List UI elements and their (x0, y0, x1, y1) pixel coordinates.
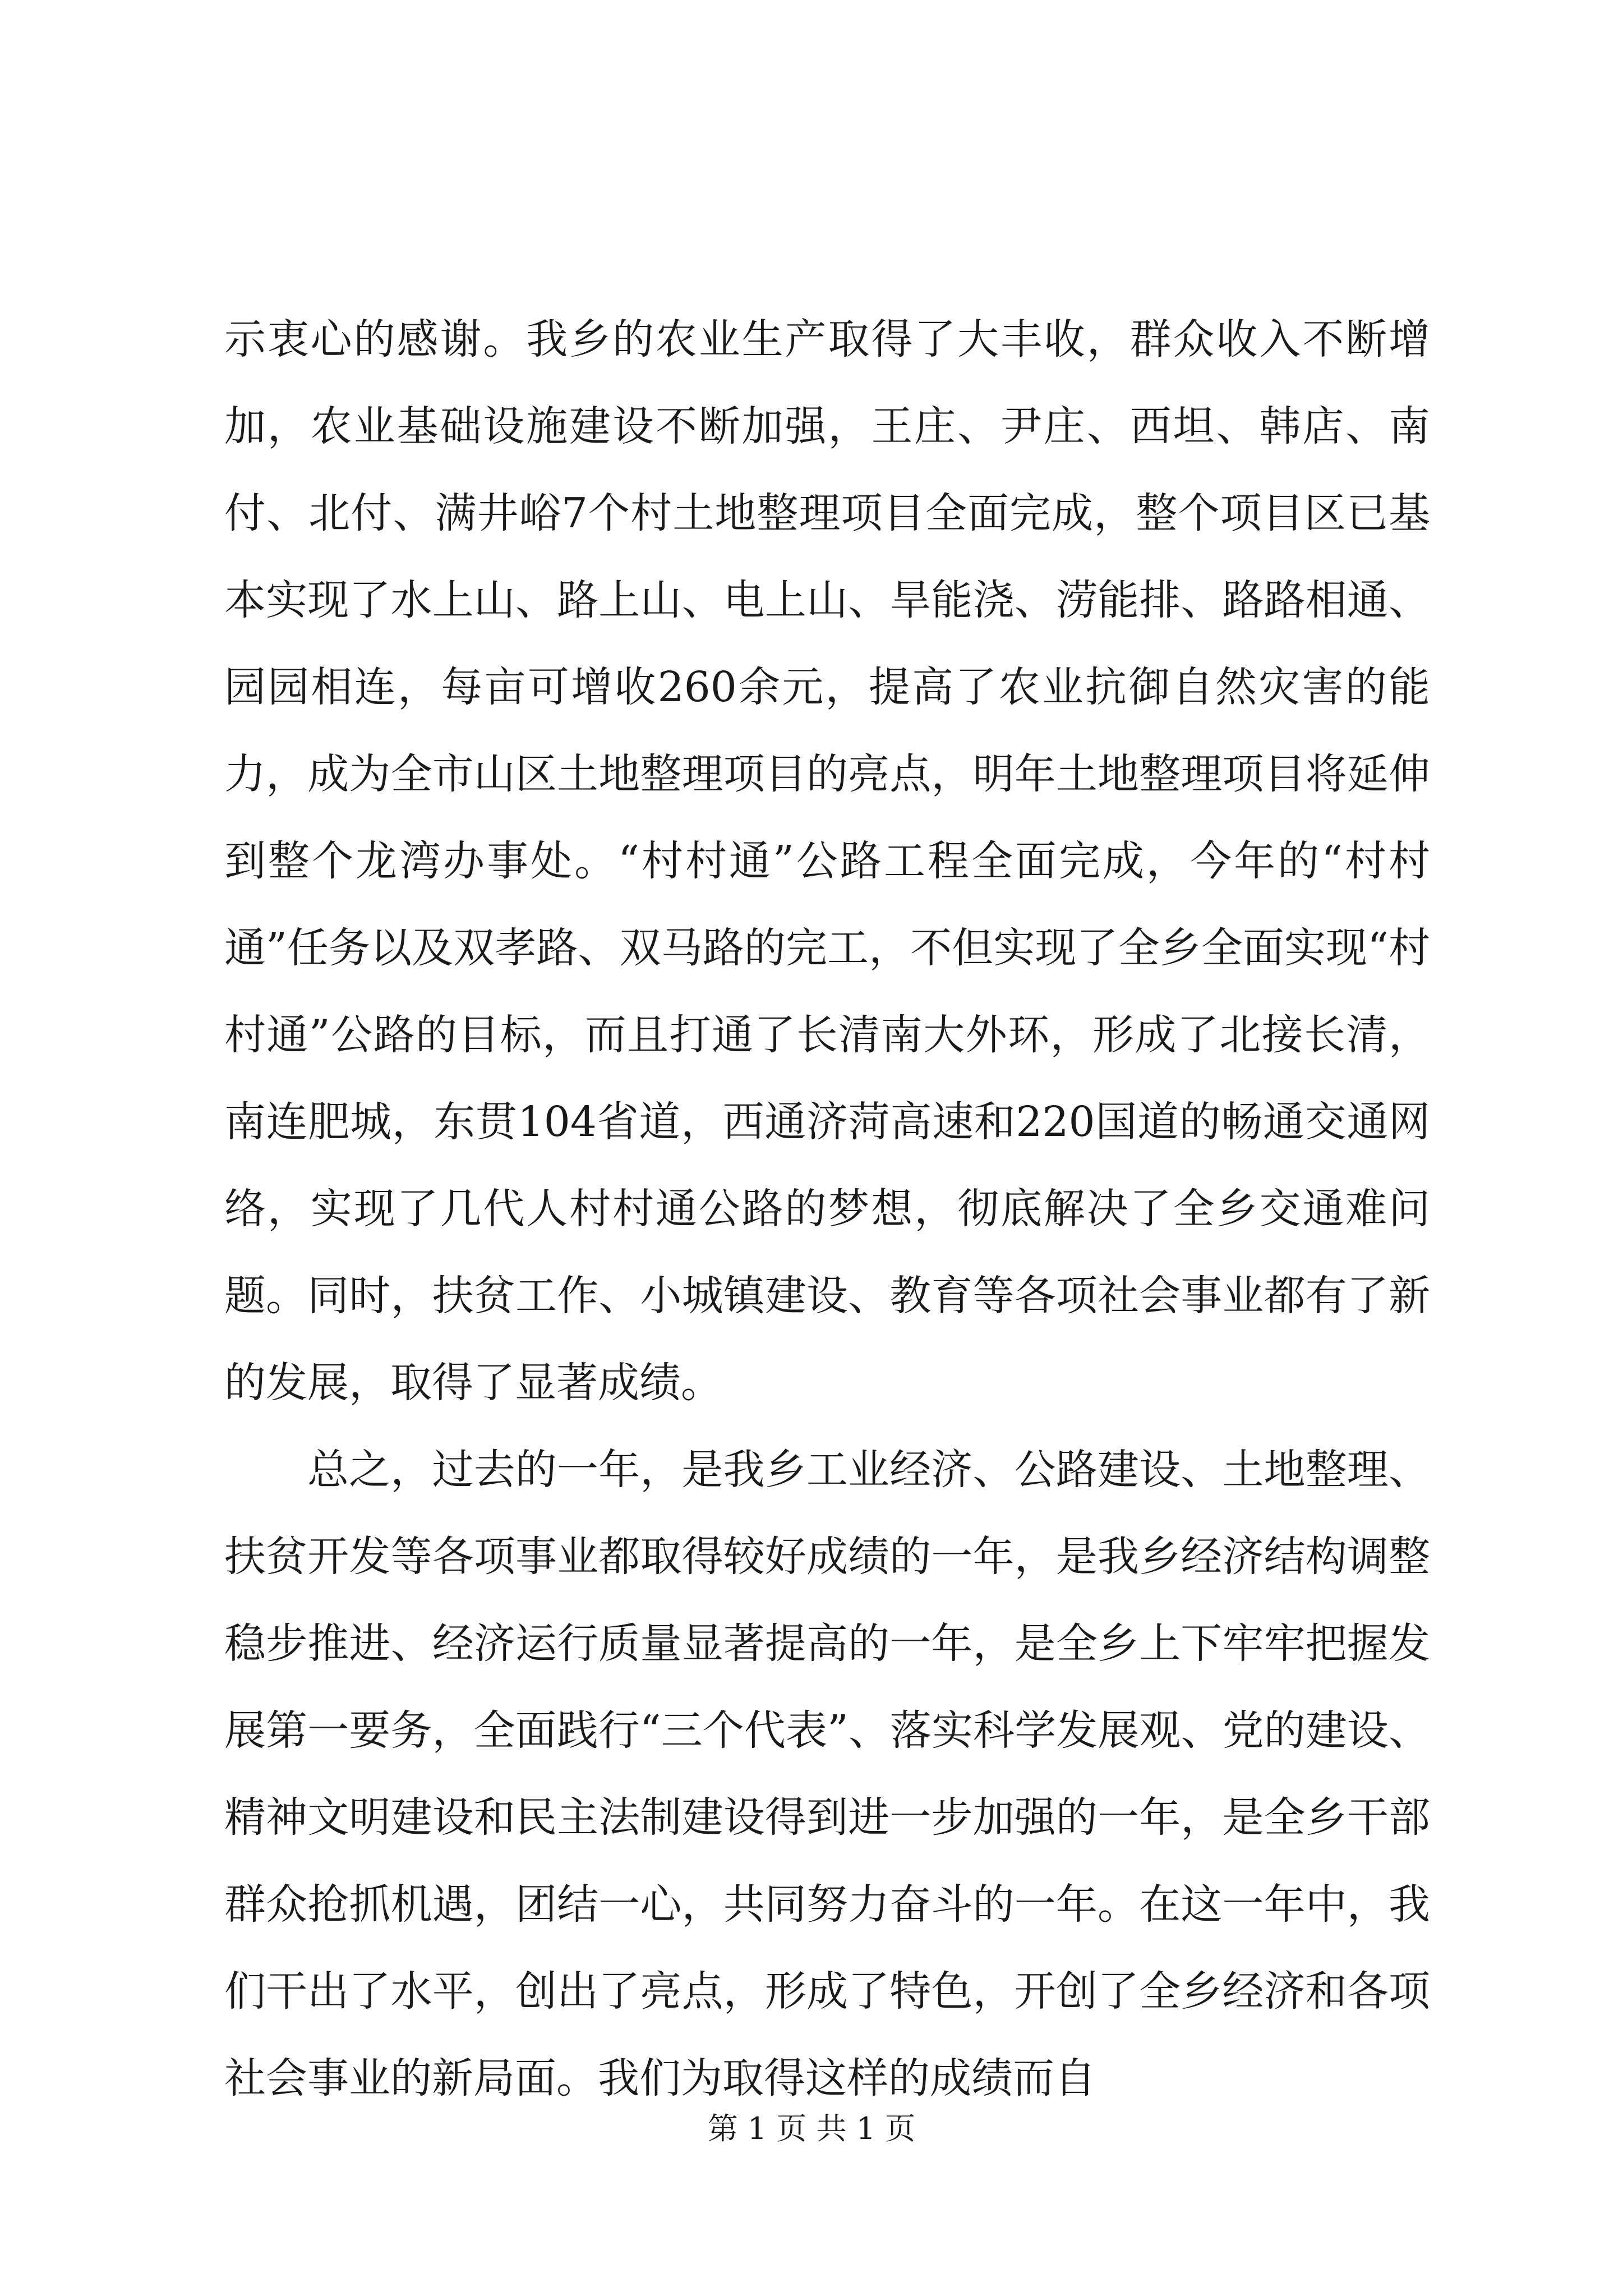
page-number-footer: 第 1 页 共 1 页 (707, 2111, 916, 2146)
paragraph-summary: 总之，过去的一年，是我乡工业经济、公路建设、土地整理、扶贫开发等各项事业都取得较好成绩的一年，是我乡经济结构调整稳步推进、经济运行质量显著提高的一年，是全乡上下牢牢把握发展第一要务，全面践行“三个代表”、落实科学发展观、党的建设、精神文明建设和民主法制建设得到进一步加强的一年，是全乡干部群众抢抓机遇，团结一心，共同努力奋斗的一年。在这一年中，我们干出了水平，创出了亮点，形成了特色，开创了全乡经济和各项社会事业的新局面。我们为取得这样的成绩而自 (224, 1446, 1430, 2102)
document-body (224, 296, 1430, 2122)
paragraph-continued: 示衷心的感谢。我乡的农业生产取得了大丰收，群众收入不断增加，农业基础设施建设不断加强，王庄、尹庄、西坦、韩店、南付、北付、满井峪7个村土地整理项目全面完成，整个项目区已基本实现了水上山、路上山、电上山、旱能浇、涝能排、路路相通、园园相连，每亩可增收260余元，提高了农业抗御自然灾害的能力，成为全市山区土地整理项目的亮点，明年土地整理项目将延伸到整个龙湾办事处。“村村通”公路工程全面完成，今年的“村村通”任务以及双孝路、双马路的完工，不但实现了全乡全面实现“村村通”公路的目标，而且打通了长清南大外环，形成了北接长清，南连肥城，东贯104省道，西通济菏高速和220国道的畅通交通网络，实现了几代人村村通公路的梦想，彻底解决了全乡交通难问题。同时，扶贫工作、小城镇建设、教育等各项社会事业都有了新的发展，取得了显著成绩。 (224, 315, 1430, 1407)
